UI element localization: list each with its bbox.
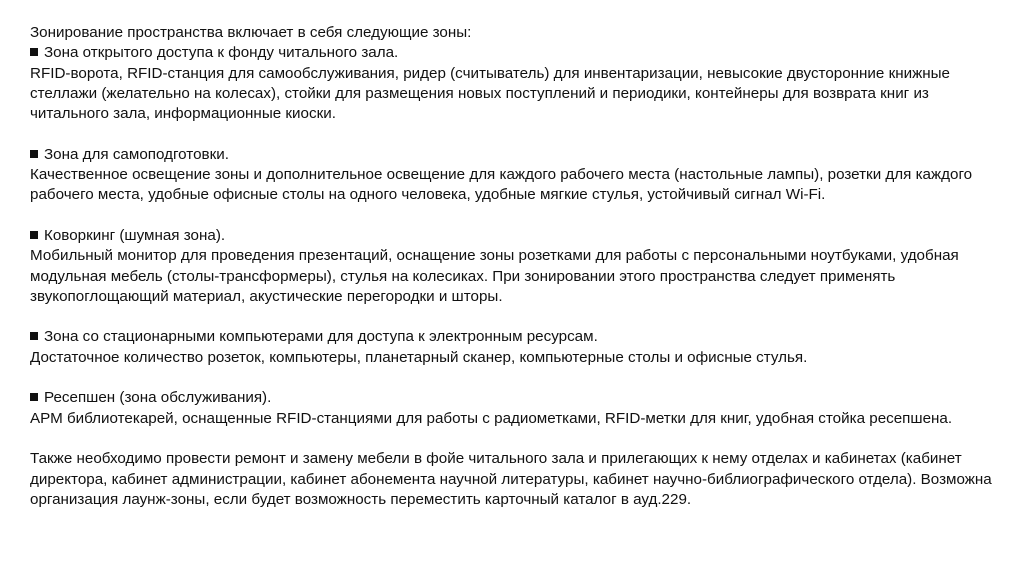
square-bullet-icon: [30, 393, 38, 401]
zone-3-title-line: [30, 226, 1005, 246]
zone-2-title-line: [30, 145, 1005, 165]
zone-1-description: RFID-ворота, RFID-станция для самообслуживания, ридер (считыватель) для инвентаризации, невысокие двусторонние книжные стеллажи (желательно на колесах), стойки для размещения новых поступлений и периодики, контейнеры для возврата книг из читального зала, информационные киоски.: [30, 64, 951, 123]
paragraph-gap: [30, 429, 1005, 449]
closing-paragraph: Также необходимо провести ремонт и замену мебели в фойе читального зала и прилегающих к нему отделах и кабинетах (кабинет директора, кабинет администрации, кабинет абонемента научной литературы, кабинет научно-библиографического отдела). Возможна организация лаунж-зоны, если будет возможность переместить карточный каталог в ауд.229.: [30, 450, 992, 508]
square-bullet-icon: [30, 150, 38, 158]
zone-2-description: Качественное освещение зоны и дополнительное освещение для каждого рабочего места (настольные лампы), розетки для каждого рабочего места, удобные офисные столы на одного человека, удобные мягкие стулья, устойчивый сигнал Wi-Fi.: [30, 166, 973, 204]
square-bullet-icon: [30, 332, 38, 340]
square-bullet-icon: [30, 48, 38, 56]
zone-4-description: Достаточное количество розеток, компьютеры, планетарный сканер, компьютерные столы и офисные стулья.: [30, 348, 808, 366]
zone-5-description: АРМ библиотекарей, оснащенные RFID-станциями для работы с радиометками, RFID-метки для книг, удобная стойка ресепшена.: [30, 409, 953, 427]
zone-3-description: Мобильный монитор для проведения презентаций, оснащение зоны розетками для работы с персональными ноутбуками, удобная модульная мебель (столы-трансформеры), стулья на колесиках. При зонировании этого пространства следует применять звукопоглощающий материал, акустические перегородки и шторы.: [30, 247, 959, 305]
zone-4-title: Зона со стационарными компьютерами для доступа к электронным ресурсам.: [44, 328, 598, 346]
square-bullet-icon: [30, 231, 38, 239]
zone-1-title: Зона открытого доступа к фонду читального зала.: [44, 44, 399, 62]
intro-text: Зонирование пространства включает в себя следующие зоны:: [30, 24, 472, 41]
zone-1-title-line: [30, 43, 1005, 63]
zone-3-title: Коворкинг (шумная зона).: [44, 226, 226, 244]
zone-5-title-line: [30, 388, 1005, 408]
paragraph-gap: [30, 307, 1005, 327]
zone-2-title: Зона для самоподготовки.: [44, 145, 229, 163]
paragraph-gap: [30, 368, 1005, 388]
slide-text-body: [30, 23, 1005, 510]
paragraph-gap: [30, 206, 1005, 226]
zone-4-title-line: [30, 327, 1005, 347]
zone-5-title: Ресепшен (зона обслуживания).: [44, 389, 272, 407]
paragraph-gap: [30, 124, 1005, 144]
